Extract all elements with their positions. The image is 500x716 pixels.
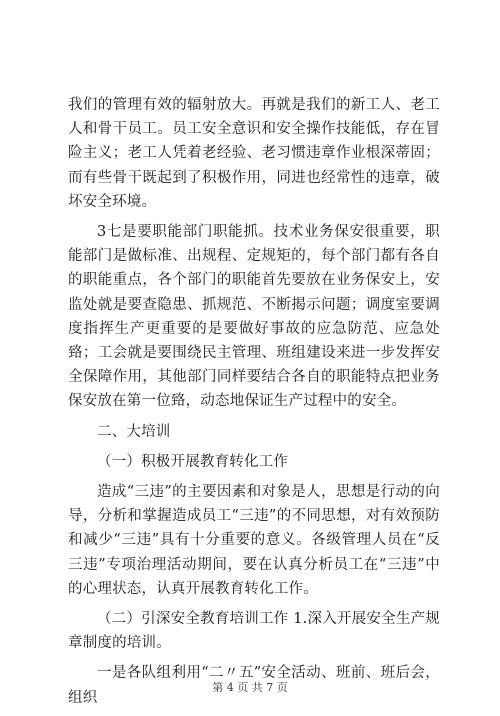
subsection-heading: （一）积极开展教育转化工作 bbox=[97, 453, 289, 470]
paragraph: 造成“三违”的主要因素和对象是人，思想是行动的向导，分析和掌握造成员工“三违”的不同思想，对有效预防和减少“三违”具有十分重要的意义。各级管理人员在“反三违”专项治理活动期间，要在认真分析员工在“三违”中的心理状态，认真开展教育转化工作。 bbox=[68, 484, 440, 597]
subsection-heading: （二）引深安全教育培训工作 1.深入开展安全生产规章制度的培训。 bbox=[68, 611, 440, 652]
page-footer: 第 4 页 共 7 页 bbox=[212, 681, 288, 694]
paragraph: 一是各队组利用“二〃五”安全活动、班前、班后会，组织 bbox=[68, 665, 440, 706]
paragraph: 我们的管理有效的辐射放大。再就是我们的新工人、老工人和骨干员工。员工安全意识和安全操作技能低，存在冒险主义；老工人凭着老经验、老习惯违章作业根深蒂固；而有些骨干既起到了积极作用，同进也经常性的违章，破坏安全环境。 bbox=[68, 97, 440, 210]
paragraph: 3七是要职能部门职能抓。技术业务保安很重要，职能部门是做标准、出规程、定规矩的，每个部门都有各自的职能重点，各个部门的职能首先要放在业务保安上，安监处就是要查隐患、抓规范、不断揭示问题；调度室要调度指挥生产更重要的是要做好事故的应急防范、应急处臵；工会就是要围绕民主管理、班组建设来进一步发挥安全保障作用，其他部门同样要结合各自的职能特点把业务保安放在第一位臵，动态地保证生产过程中的安全。 bbox=[68, 224, 440, 410]
section-heading: 二、大培训 bbox=[97, 423, 171, 440]
document-body bbox=[68, 93, 440, 716]
